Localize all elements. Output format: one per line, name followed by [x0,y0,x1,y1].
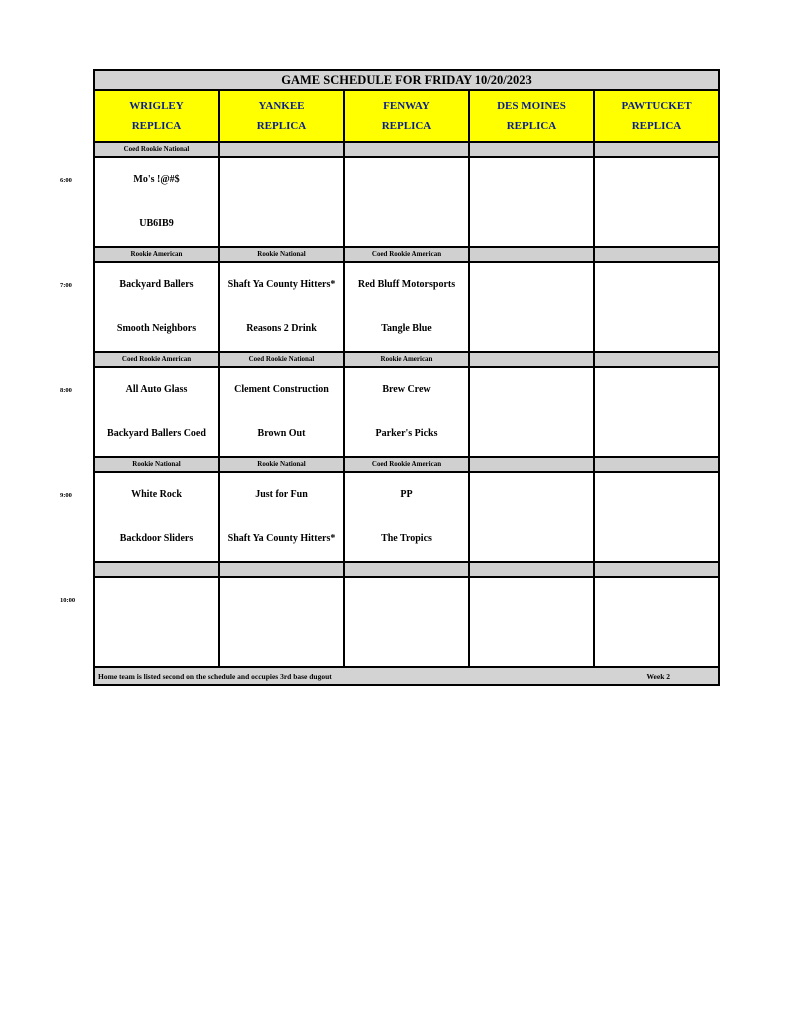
game-cell [469,472,594,562]
division-label [594,457,719,472]
home-team: The Tropics [381,533,432,544]
division-label [344,142,469,157]
away-team [470,368,593,412]
home-team [220,622,343,666]
division-row [94,247,719,262]
division-label [469,247,594,262]
division-label [94,562,219,577]
division-row [94,562,719,577]
away-team: Mo's !@#$ [133,174,180,185]
home-team [345,202,468,246]
away-team: Just for Fun [255,489,308,500]
game-cell [344,262,469,352]
home-team [470,307,593,351]
division-label: Coed Rookie American [344,247,469,262]
division-label [594,247,719,262]
time-label: 6:00 [60,177,72,184]
game-cell [469,367,594,457]
home-team [595,307,718,351]
away-team: White Rock [131,489,182,500]
home-team: Backdoor Sliders [119,533,194,544]
game-cell [469,577,594,667]
away-team: PP [400,489,413,500]
game-row [94,157,719,247]
field-subtitle: REPLICA [256,120,307,132]
game-cell [219,157,344,247]
time-label: 9:00 [60,492,72,499]
away-team [95,578,218,622]
game-cell [94,157,219,247]
week-label: Week 2 [646,671,670,681]
home-team: Reasons 2 Drink [246,323,317,334]
home-team [470,517,593,561]
field-subtitle: REPLICA [631,120,682,132]
division-label [219,562,344,577]
away-team [345,158,468,202]
division-label: Coed Rookie American [94,352,219,367]
time-label: 7:00 [60,282,72,289]
home-team [470,622,593,666]
division-row [94,142,719,157]
schedule-table [93,69,720,686]
game-cell [344,367,469,457]
home-team [470,412,593,456]
division-label: Coed Rookie National [219,352,344,367]
game-cell [94,472,219,562]
division-label: Rookie National [219,247,344,262]
game-row [94,262,719,352]
field-name: PAWTUCKET [621,100,692,112]
home-team [470,202,593,246]
division-label [469,142,594,157]
division-label [469,457,594,472]
game-cell [219,262,344,352]
home-team: UB6IB9 [139,218,174,229]
game-cell [94,367,219,457]
division-label [594,562,719,577]
game-cell [344,472,469,562]
field-header [94,90,219,142]
game-cell [594,262,719,352]
division-label: Rookie National [219,457,344,472]
field-name: DES MOINES [497,100,566,112]
field-header [344,90,469,142]
division-label: Rookie National [94,457,219,472]
away-team [220,158,343,202]
field-subtitle: REPLICA [131,120,182,132]
home-team: Backyard Ballers Coed [107,428,206,439]
away-team [595,158,718,202]
away-team [470,158,593,202]
away-team: Clement Construction [234,384,329,395]
division-label [469,562,594,577]
away-team: All Auto Glass [125,384,188,395]
away-team: Red Bluff Motorsports [357,279,456,290]
division-label: Rookie American [344,352,469,367]
home-team [595,202,718,246]
home-team: Brown Out [257,428,306,439]
game-cell [594,157,719,247]
game-cell [469,157,594,247]
division-label: Coed Rookie National [94,142,219,157]
footer-note: Home team is listed second on the schedule and occupies 3rd base dugout [98,671,332,681]
game-cell [594,577,719,667]
home-team: Shaft Ya County Hitters* [227,533,336,544]
away-team [470,578,593,622]
game-cell [344,157,469,247]
division-row [94,352,719,367]
division-label [594,352,719,367]
away-team [595,578,718,622]
game-cell [94,262,219,352]
away-team [595,263,718,307]
away-team: Brew Crew [382,384,431,395]
home-team [595,622,718,666]
division-label [469,352,594,367]
game-cell [469,262,594,352]
division-row [94,457,719,472]
home-team [95,622,218,666]
away-team [470,263,593,307]
home-team [220,202,343,246]
away-team [220,578,343,622]
game-cell [219,367,344,457]
field-subtitle: REPLICA [506,120,557,132]
game-cell [219,577,344,667]
game-cell [94,577,219,667]
game-row [94,367,719,457]
footer-cell [94,667,719,685]
time-label: 10:00 [60,597,76,604]
home-team: Tangle Blue [381,323,432,334]
field-header [594,90,719,142]
away-team: Backyard Ballers [119,279,194,290]
field-header-row [94,90,719,142]
game-cell [594,472,719,562]
division-label: Rookie American [94,247,219,262]
schedule-title: GAME SCHEDULE FOR FRIDAY 10/20/2023 [94,70,719,90]
field-header [469,90,594,142]
footer-row [94,667,719,685]
home-team: Smooth Neighbors [116,323,197,334]
home-team: Parker's Picks [375,428,438,439]
away-team [595,368,718,412]
field-header [219,90,344,142]
home-team [345,622,468,666]
home-team [595,517,718,561]
division-label [594,142,719,157]
away-team: Shaft Ya County Hitters* [227,279,336,290]
field-name: FENWAY [383,100,430,112]
division-label: Coed Rookie American [344,457,469,472]
field-name: WRIGLEY [129,100,184,112]
game-cell [219,472,344,562]
home-team [595,412,718,456]
game-cell [344,577,469,667]
division-label [219,142,344,157]
game-row [94,577,719,667]
division-label [344,562,469,577]
field-subtitle: REPLICA [381,120,432,132]
away-team [470,473,593,517]
field-name: YANKEE [258,100,305,112]
away-team [595,473,718,517]
game-cell [594,367,719,457]
time-label: 8:00 [60,387,72,394]
game-row [94,472,719,562]
away-team [345,578,468,622]
